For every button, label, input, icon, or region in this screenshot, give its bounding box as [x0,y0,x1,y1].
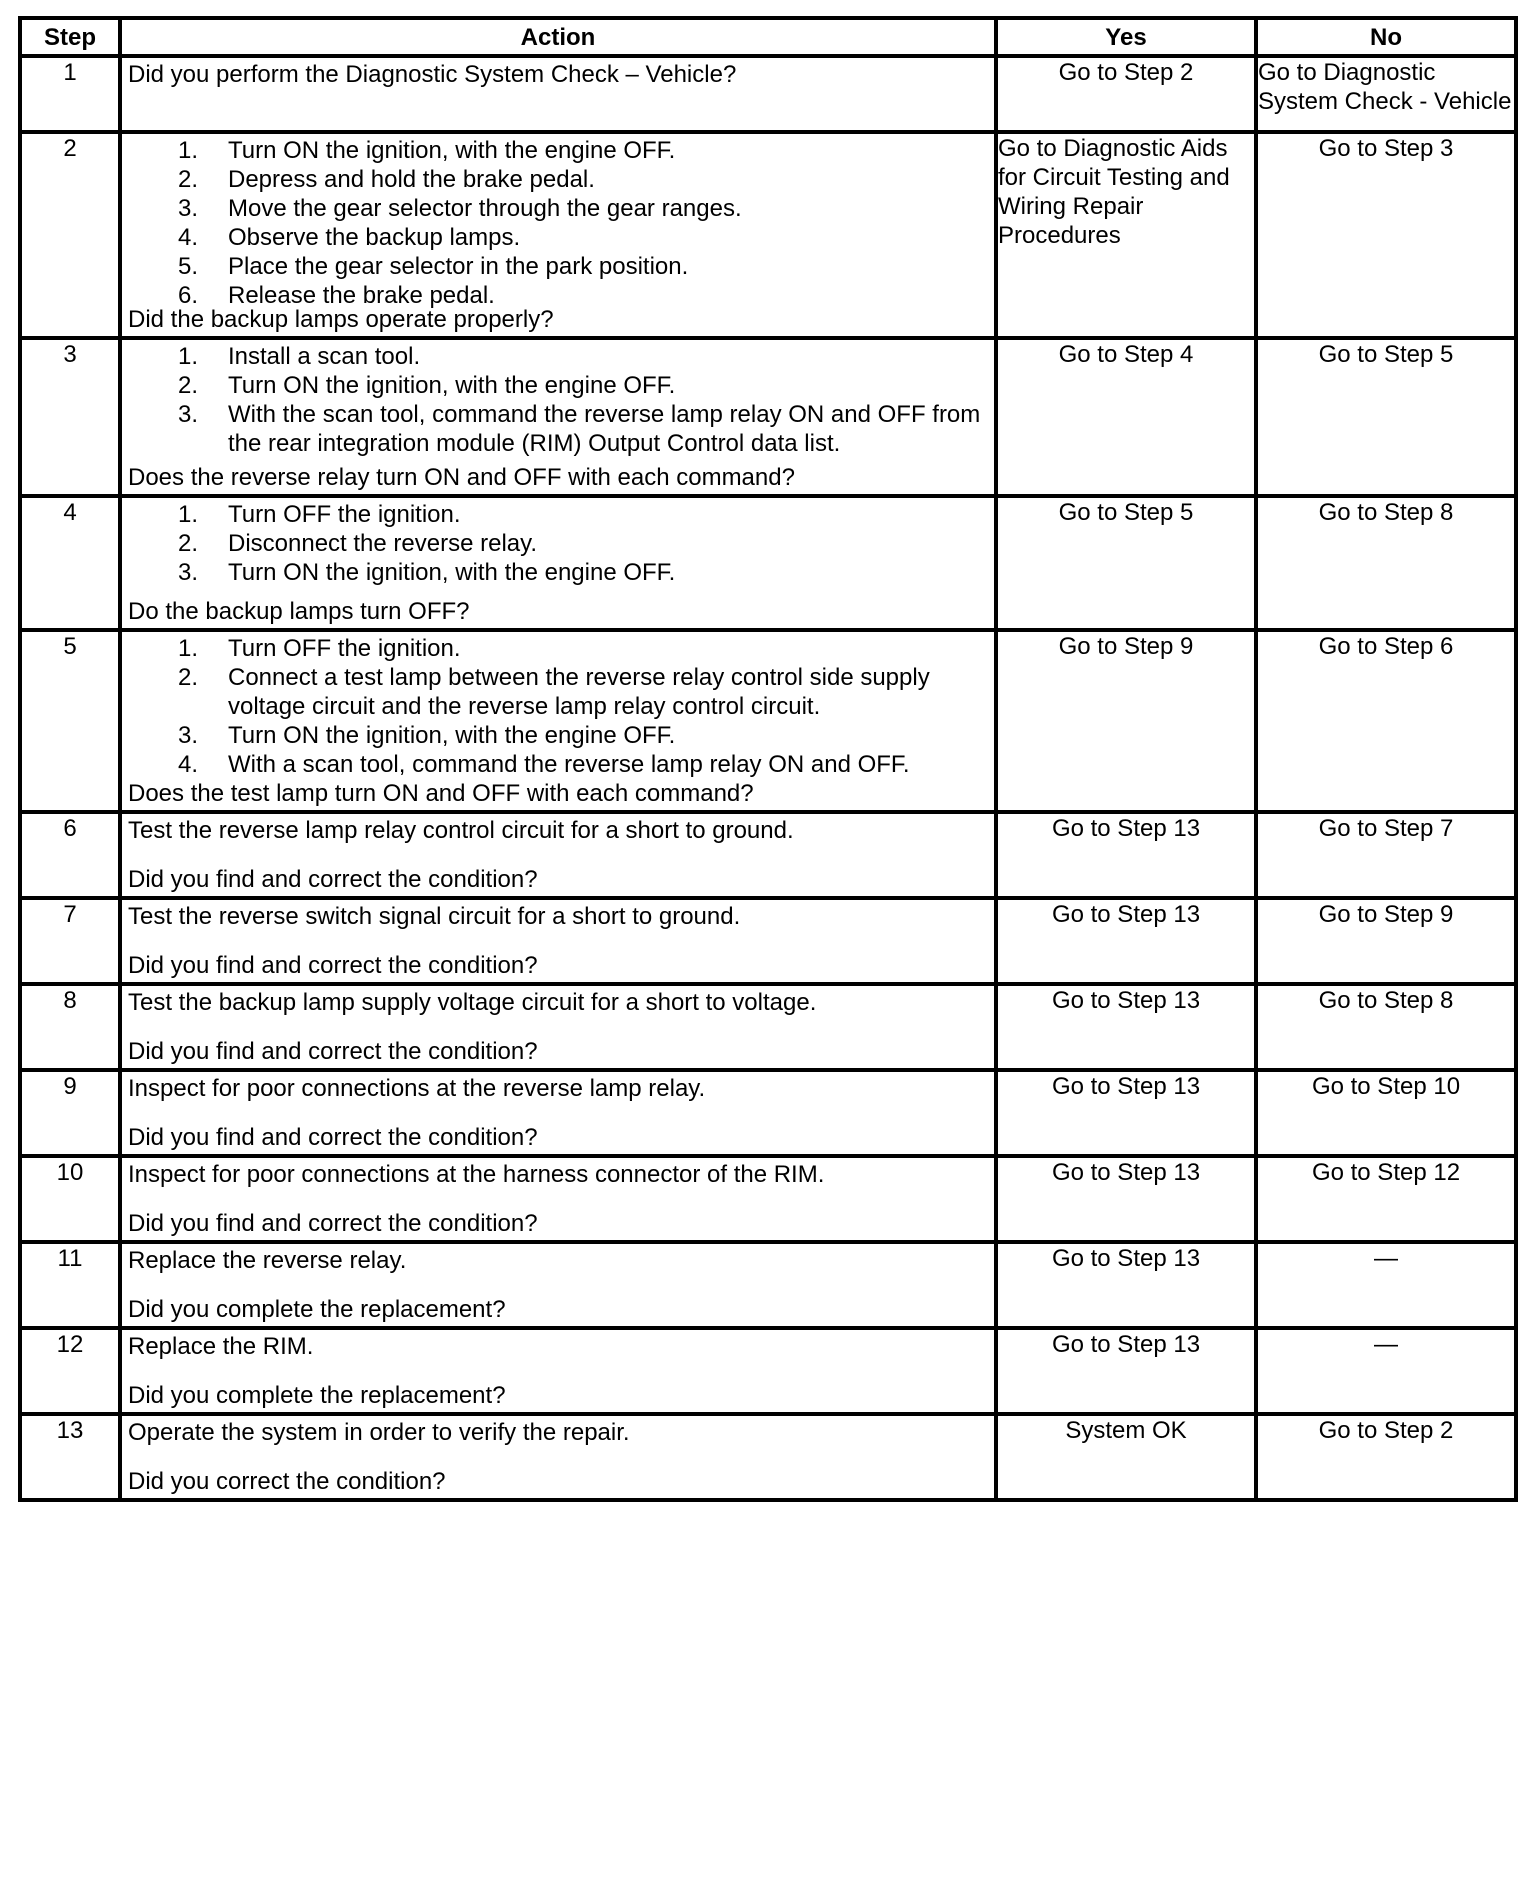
action-question: Do the backup lamps turn OFF? [128,598,470,625]
action-step-item [178,342,988,371]
no-result: Go to Step 8 [1256,984,1516,1070]
no-result: Go to Step 12 [1256,1156,1516,1242]
action-step-number: 1. [178,501,199,528]
action-text: Inspect for poor connections at the reverse lamp relay. [128,1075,706,1102]
action-step-number: 2. [178,372,199,399]
action-step-text: Turn ON the ignition, with the engine OFF. [228,722,676,749]
action-step-number: 2. [178,664,199,691]
action-step-text: With the scan tool, command the reverse lamp relay ON and OFF from the rear integration module (RIM) Output Control data list. [228,401,981,457]
header-action: Action [120,18,996,56]
action-cell [120,1414,996,1500]
diagnostic-table [18,16,1518,1502]
table-row [20,1328,1516,1414]
action-step-number: 2. [178,166,199,193]
step-number: 10 [20,1156,120,1242]
header-no: No [1256,18,1516,56]
yes-result: Go to Step 13 [996,1070,1256,1156]
yes-result: Go to Step 13 [996,1156,1256,1242]
action-text: Test the reverse lamp relay control circuit for a short to ground. [128,817,794,844]
step-number: 6 [20,812,120,898]
table-row [20,984,1516,1070]
table-row [20,1242,1516,1328]
action-step-number: 5. [178,253,199,280]
action-cell [120,812,996,898]
action-step-item [178,136,988,165]
yes-result: System OK [996,1414,1256,1500]
header-step: Step [20,18,120,56]
no-result: Go to Step 7 [1256,812,1516,898]
no-result: Go to Step 3 [1256,132,1516,338]
action-text: Test the backup lamp supply voltage circuit for a short to voltage. [128,989,817,1016]
action-step-number: 3. [178,195,199,222]
action-question: Did you find and correct the condition? [128,866,538,893]
action-step-item [178,529,988,558]
action-cell [120,984,996,1070]
table-row [20,1156,1516,1242]
yes-result: Go to Step 2 [996,56,1256,132]
action-question: Did you find and correct the condition? [128,1038,538,1065]
yes-result: Go to Step 13 [996,898,1256,984]
action-question: Does the reverse relay turn ON and OFF with each command? [128,464,795,491]
table-row [20,812,1516,898]
table-row [20,1414,1516,1500]
action-step-text: Disconnect the reverse relay. [228,530,538,557]
action-cell [120,630,996,812]
action-step-item [178,558,988,587]
action-question: Did you complete the replacement? [128,1296,506,1323]
yes-result: Go to Diagnostic Aids for Circuit Testing and Wiring Repair Procedures [996,132,1256,338]
action-cell [120,338,996,496]
action-step-item [178,194,988,223]
action-step-item [178,252,988,281]
action-step-text: Turn ON the ignition, with the engine OFF. [228,137,676,164]
action-text: Did you perform the Diagnostic System Check – Vehicle? [128,61,737,88]
table-row [20,338,1516,496]
action-step-text: Turn ON the ignition, with the engine OFF. [228,372,676,399]
action-step-item [178,634,988,663]
action-step-text: Connect a test lamp between the reverse relay control side supply voltage circuit and the reverse lamp relay control circuit. [228,664,930,720]
action-step-number: 4. [178,751,199,778]
action-step-text: Move the gear selector through the gear ranges. [228,195,742,222]
action-step-item [178,721,988,750]
action-step-number: 2. [178,530,199,557]
action-cell [120,1242,996,1328]
step-number: 12 [20,1328,120,1414]
action-text: Test the reverse switch signal circuit for a short to ground. [128,903,741,930]
yes-result: Go to Step 13 [996,984,1256,1070]
no-result: — [1256,1328,1516,1414]
action-cell [120,496,996,630]
action-question: Did you complete the replacement? [128,1382,506,1409]
yes-result: Go to Step 9 [996,630,1256,812]
table-row [20,630,1516,812]
no-result: Go to Step 2 [1256,1414,1516,1500]
table-row [20,1070,1516,1156]
action-step-text: Install a scan tool. [228,343,421,370]
no-result: Go to Step 5 [1256,338,1516,496]
action-step-number: 3. [178,401,199,428]
step-number: 4 [20,496,120,630]
no-result: Go to Diagnostic System Check - Vehicle [1256,56,1516,132]
action-cell [120,56,996,132]
yes-result: Go to Step 13 [996,1242,1256,1328]
action-steps-list [128,498,988,587]
action-text: Operate the system in order to verify the repair. [128,1419,630,1446]
action-text: Inspect for poor connections at the harness connector of the RIM. [128,1161,825,1188]
no-result: Go to Step 9 [1256,898,1516,984]
table-row [20,132,1516,338]
table-row [20,898,1516,984]
action-cell [120,1156,996,1242]
action-question: Did the backup lamps operate properly? [128,306,554,333]
action-step-item [178,500,988,529]
action-step-item [178,750,988,779]
step-number: 2 [20,132,120,338]
action-step-text: Turn ON the ignition, with the engine OFF. [228,559,676,586]
action-step-item [178,165,988,194]
action-step-text: Observe the backup lamps. [228,224,521,251]
step-number: 13 [20,1414,120,1500]
step-number: 3 [20,338,120,496]
action-step-number: 3. [178,559,199,586]
header-row [20,18,1516,56]
action-cell [120,132,996,338]
action-step-text: Depress and hold the brake pedal. [228,166,595,193]
action-step-number: 1. [178,343,199,370]
action-step-text: Place the gear selector in the park position. [228,253,689,280]
action-steps-list [128,632,988,779]
no-result: — [1256,1242,1516,1328]
action-step-number: 4. [178,224,199,251]
action-step-item [178,223,988,252]
step-number: 7 [20,898,120,984]
step-number: 8 [20,984,120,1070]
action-step-item [178,663,988,721]
yes-result: Go to Step 13 [996,812,1256,898]
action-step-number: 6. [178,282,199,309]
yes-result: Go to Step 4 [996,338,1256,496]
action-question: Did you find and correct the condition? [128,952,538,979]
action-step-item [178,400,988,458]
action-step-text: Turn OFF the ignition. [228,635,461,662]
action-cell [120,1328,996,1414]
action-steps-list [128,340,988,458]
action-question: Did you find and correct the condition? [128,1124,538,1151]
step-number: 1 [20,56,120,132]
action-text: Replace the RIM. [128,1333,314,1360]
action-question: Did you find and correct the condition? [128,1210,538,1237]
step-number: 5 [20,630,120,812]
step-number: 9 [20,1070,120,1156]
action-text: Replace the reverse relay. [128,1247,407,1274]
action-question: Did you correct the condition? [128,1468,446,1495]
table-row [20,56,1516,132]
step-number: 11 [20,1242,120,1328]
action-step-text: Release the brake pedal. [228,282,495,309]
action-step-text: Turn OFF the ignition. [228,501,461,528]
action-steps-list [128,134,988,310]
header-yes: Yes [996,18,1256,56]
no-result: Go to Step 10 [1256,1070,1516,1156]
action-step-number: 1. [178,635,199,662]
action-cell [120,1070,996,1156]
table-row [20,496,1516,630]
no-result: Go to Step 6 [1256,630,1516,812]
no-result: Go to Step 8 [1256,496,1516,630]
yes-result: Go to Step 5 [996,496,1256,630]
action-cell [120,898,996,984]
action-step-text: With a scan tool, command the reverse lamp relay ON and OFF. [228,751,910,778]
action-step-number: 3. [178,722,199,749]
action-question: Does the test lamp turn ON and OFF with each command? [128,780,754,807]
yes-result: Go to Step 13 [996,1328,1256,1414]
action-step-number: 1. [178,137,199,164]
action-step-item [178,371,988,400]
